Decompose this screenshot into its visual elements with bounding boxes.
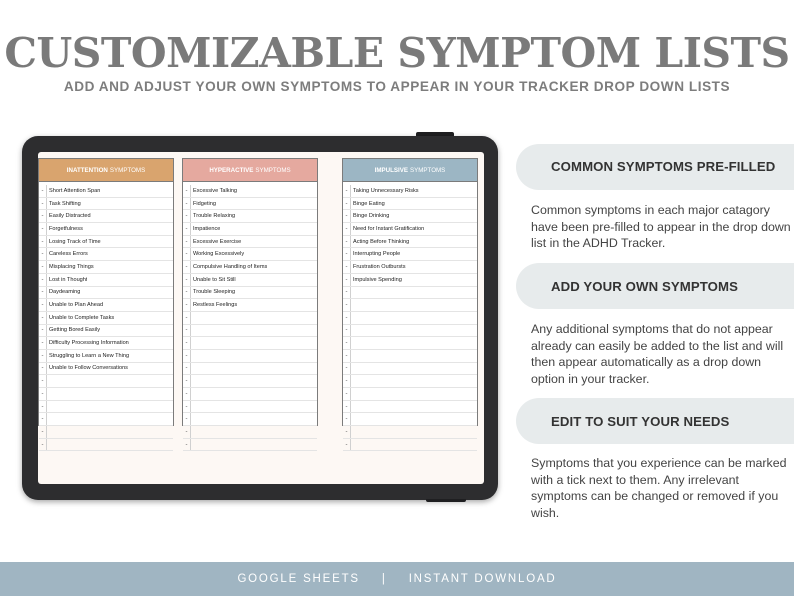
tablet-bottom-button bbox=[426, 499, 466, 502]
symptom-row[interactable] bbox=[343, 198, 477, 211]
dropdown-marker[interactable]: - bbox=[345, 428, 348, 435]
symptom-cell[interactable]: Taking Unnecessary Risks bbox=[350, 185, 419, 197]
symptom-cell[interactable]: Impatience bbox=[190, 223, 220, 235]
symptom-cell[interactable]: Compulsive Handling of Items bbox=[190, 261, 267, 273]
symptom-row[interactable] bbox=[39, 325, 173, 338]
symptom-cell[interactable]: Binge Eating bbox=[350, 198, 385, 210]
symptom-cell[interactable] bbox=[190, 312, 193, 324]
dropdown-marker[interactable]: - bbox=[41, 441, 44, 448]
symptom-cell[interactable] bbox=[350, 350, 353, 362]
symptom-cell[interactable]: Careless Errors bbox=[46, 248, 88, 260]
symptom-cell[interactable] bbox=[190, 363, 193, 375]
symptom-cell[interactable] bbox=[46, 426, 49, 438]
symptom-row[interactable] bbox=[39, 375, 173, 388]
dropdown-marker[interactable]: - bbox=[41, 314, 44, 321]
column-header-inattention bbox=[39, 159, 173, 182]
symptom-cell[interactable] bbox=[190, 413, 193, 425]
symptom-row[interactable] bbox=[39, 274, 173, 287]
symptom-row[interactable] bbox=[39, 185, 173, 198]
column-title-rest: SYMPTOMS bbox=[410, 166, 446, 174]
dropdown-marker[interactable]: - bbox=[41, 289, 44, 296]
symptom-cell[interactable]: Frustration Outbursts bbox=[350, 261, 406, 273]
symptom-cell[interactable]: Unable to Complete Tasks bbox=[46, 312, 114, 324]
dropdown-marker[interactable]: - bbox=[41, 390, 44, 397]
symptom-cell[interactable] bbox=[350, 312, 353, 324]
symptom-cell[interactable]: Unable to Plan Ahead bbox=[46, 299, 103, 311]
symptom-row[interactable] bbox=[183, 439, 317, 452]
symptom-cell[interactable]: Unable to Follow Conversations bbox=[46, 363, 128, 375]
dropdown-marker[interactable]: - bbox=[41, 213, 44, 220]
dropdown-marker[interactable]: - bbox=[345, 314, 348, 321]
feature-heading-edit: EDIT TO SUIT YOUR NEEDS bbox=[551, 414, 730, 429]
symptom-cell[interactable]: Losing Track of Time bbox=[46, 236, 101, 248]
symptom-cell[interactable] bbox=[350, 299, 353, 311]
dropdown-marker[interactable]: - bbox=[185, 200, 188, 207]
symptom-row[interactable] bbox=[343, 223, 477, 236]
symptom-row[interactable] bbox=[183, 299, 317, 312]
symptom-row[interactable] bbox=[343, 287, 477, 300]
symptom-row[interactable] bbox=[183, 426, 317, 439]
symptom-row[interactable] bbox=[183, 375, 317, 388]
symptom-cell[interactable] bbox=[350, 388, 353, 400]
symptom-cell[interactable]: Fidgeting bbox=[190, 198, 216, 210]
symptom-cell[interactable] bbox=[190, 439, 193, 451]
dropdown-marker[interactable]: - bbox=[41, 200, 44, 207]
symptom-row[interactable] bbox=[39, 223, 173, 236]
dropdown-marker[interactable]: - bbox=[41, 187, 44, 194]
symptom-cell[interactable]: Need for Instant Gratification bbox=[350, 223, 424, 235]
symptom-cell[interactable] bbox=[190, 375, 193, 387]
symptom-row[interactable] bbox=[343, 261, 477, 274]
feature-heading-add: ADD YOUR OWN SYMPTOMS bbox=[551, 279, 738, 294]
column-header-impulsive bbox=[343, 159, 477, 182]
symptom-cell[interactable]: Easily Distracted bbox=[46, 210, 91, 222]
symptom-row[interactable] bbox=[183, 388, 317, 401]
symptom-row[interactable] bbox=[343, 312, 477, 325]
symptom-row[interactable] bbox=[183, 350, 317, 363]
dropdown-marker[interactable]: - bbox=[345, 200, 348, 207]
dropdown-marker[interactable]: - bbox=[41, 276, 44, 283]
symptom-cell[interactable]: Excessive Talking bbox=[190, 185, 237, 197]
column-title-bold: IMPULSIVE bbox=[374, 166, 409, 174]
spreadsheet-screen bbox=[38, 152, 484, 484]
symptom-row[interactable] bbox=[183, 312, 317, 325]
dropdown-marker[interactable]: - bbox=[345, 213, 348, 220]
footer-google-sheets: GOOGLE SHEETS bbox=[237, 573, 360, 585]
symptom-cell[interactable] bbox=[46, 439, 49, 451]
symptom-row[interactable] bbox=[183, 223, 317, 236]
symptom-cell[interactable] bbox=[46, 401, 49, 413]
symptom-cell[interactable]: Restless Feelings bbox=[190, 299, 237, 311]
dropdown-marker[interactable]: - bbox=[185, 263, 188, 270]
dropdown-marker[interactable]: - bbox=[345, 302, 348, 309]
column-title-bold: INATTENTION bbox=[66, 166, 108, 174]
symptom-cell[interactable]: Forgetfulness bbox=[46, 223, 83, 235]
symptom-cell[interactable]: Short Attention Span bbox=[46, 185, 100, 197]
dropdown-marker[interactable]: - bbox=[41, 302, 44, 309]
symptom-row[interactable] bbox=[39, 312, 173, 325]
symptom-row[interactable] bbox=[343, 413, 477, 426]
dropdown-marker[interactable]: - bbox=[41, 365, 44, 372]
symptom-cell[interactable]: Struggling to Learn a New Thing bbox=[46, 350, 129, 362]
symptom-row[interactable] bbox=[39, 299, 173, 312]
symptom-row[interactable] bbox=[39, 401, 173, 414]
dropdown-marker[interactable]: - bbox=[185, 213, 188, 220]
symptom-cell[interactable] bbox=[46, 375, 49, 387]
symptom-row[interactable] bbox=[343, 185, 477, 198]
dropdown-marker[interactable]: - bbox=[185, 428, 188, 435]
symptom-row[interactable] bbox=[343, 248, 477, 261]
column-hyperactive bbox=[182, 158, 318, 448]
dropdown-marker[interactable]: - bbox=[345, 327, 348, 334]
symptom-cell[interactable] bbox=[350, 413, 353, 425]
symptom-list bbox=[39, 182, 173, 451]
symptom-row[interactable] bbox=[39, 287, 173, 300]
symptom-row[interactable] bbox=[39, 413, 173, 426]
feature-text-edit: Symptoms that you experience can be marked with a tick next to them. Any irrelevant symptoms can be changed or removed if you wish. bbox=[531, 456, 787, 520]
column-title-bold: HYPERACTIVE bbox=[209, 166, 254, 174]
dropdown-marker[interactable]: - bbox=[345, 238, 348, 245]
symptom-row[interactable] bbox=[39, 261, 173, 274]
symptom-cell[interactable] bbox=[350, 325, 353, 337]
symptom-cell[interactable]: Daydeaming bbox=[46, 287, 80, 299]
symptom-cell[interactable]: Trouble Sleeping bbox=[190, 287, 235, 299]
dropdown-marker[interactable]: - bbox=[185, 365, 188, 372]
dropdown-marker[interactable]: - bbox=[41, 263, 44, 270]
symptom-cell[interactable]: Interrupting People bbox=[350, 248, 400, 260]
symptom-row[interactable] bbox=[39, 198, 173, 211]
symptom-cell[interactable]: Lost in Thought bbox=[46, 274, 87, 286]
dropdown-marker[interactable]: - bbox=[185, 416, 188, 423]
column-impulsive bbox=[342, 158, 478, 448]
symptom-row[interactable] bbox=[39, 210, 173, 223]
tablet-device bbox=[22, 136, 498, 500]
symptom-row[interactable] bbox=[39, 388, 173, 401]
dropdown-marker[interactable]: - bbox=[185, 225, 188, 232]
symptom-row[interactable] bbox=[343, 439, 477, 452]
page-title: CUSTOMIZABLE SYMPTOM LISTS bbox=[4, 29, 790, 77]
dropdown-marker[interactable]: - bbox=[185, 251, 188, 258]
symptom-row[interactable] bbox=[343, 274, 477, 287]
symptom-cell[interactable]: Acting Before Thinking bbox=[350, 236, 409, 248]
dropdown-marker[interactable]: - bbox=[185, 187, 188, 194]
dropdown-marker[interactable]: - bbox=[41, 378, 44, 385]
dropdown-marker[interactable]: - bbox=[185, 289, 188, 296]
feature-heading-prefilled: COMMON SYMPTOMS PRE-FILLED bbox=[551, 159, 776, 174]
symptom-cell[interactable]: Difficulty Processing Information bbox=[46, 337, 129, 349]
symptom-row[interactable] bbox=[343, 375, 477, 388]
dropdown-marker[interactable]: - bbox=[345, 251, 348, 258]
symptom-cell[interactable] bbox=[190, 337, 193, 349]
symptom-cell[interactable]: Task Shifting bbox=[46, 198, 81, 210]
symptom-row[interactable] bbox=[39, 363, 173, 376]
symptom-list bbox=[183, 182, 317, 451]
symptom-row[interactable] bbox=[183, 274, 317, 287]
symptom-row[interactable] bbox=[183, 261, 317, 274]
symptom-cell[interactable]: Unable to Sit Still bbox=[190, 274, 236, 286]
feature-text-add: Any additional symptoms that do not appear already can easily be added to the list and will then appear automatically as a drop down option in your tracker. bbox=[531, 322, 784, 386]
footer-instant-download: INSTANT DOWNLOAD bbox=[408, 573, 557, 585]
symptom-row[interactable] bbox=[343, 388, 477, 401]
dropdown-marker[interactable]: - bbox=[185, 441, 188, 448]
symptom-cell[interactable] bbox=[350, 375, 353, 387]
dropdown-marker[interactable]: - bbox=[185, 276, 188, 283]
symptom-row[interactable] bbox=[343, 210, 477, 223]
symptom-row[interactable] bbox=[343, 401, 477, 414]
dropdown-marker[interactable]: - bbox=[41, 327, 44, 334]
footer-separator: | bbox=[381, 573, 387, 585]
dropdown-marker[interactable]: - bbox=[345, 352, 348, 359]
symptom-row[interactable] bbox=[343, 426, 477, 439]
dropdown-marker[interactable]: - bbox=[345, 378, 348, 385]
symptom-row[interactable] bbox=[183, 287, 317, 300]
dropdown-marker[interactable]: - bbox=[185, 352, 188, 359]
symptom-row[interactable] bbox=[183, 337, 317, 350]
dropdown-marker[interactable]: - bbox=[41, 238, 44, 245]
symptom-row[interactable] bbox=[343, 299, 477, 312]
footer-bar bbox=[0, 562, 794, 596]
column-title-rest: SYMPTOMS bbox=[255, 166, 291, 174]
dropdown-marker[interactable]: - bbox=[345, 340, 348, 347]
dropdown-marker[interactable]: - bbox=[345, 416, 348, 423]
symptom-list bbox=[343, 182, 477, 451]
symptom-cell[interactable] bbox=[190, 426, 193, 438]
dropdown-marker[interactable]: - bbox=[41, 416, 44, 423]
symptom-row[interactable] bbox=[183, 210, 317, 223]
dropdown-marker[interactable]: - bbox=[41, 403, 44, 410]
feature-text-prefilled: Common symptoms in each major catagory have been pre-filled to appear in the drop down list in the ADHD Tracker. bbox=[531, 203, 791, 250]
symptom-row[interactable] bbox=[343, 236, 477, 249]
dropdown-marker[interactable]: - bbox=[345, 390, 348, 397]
dropdown-marker[interactable]: - bbox=[345, 276, 348, 283]
symptom-cell[interactable] bbox=[46, 413, 49, 425]
symptom-cell[interactable] bbox=[190, 388, 193, 400]
symptom-cell[interactable]: Binge Drinking bbox=[350, 210, 389, 222]
symptom-row[interactable] bbox=[183, 236, 317, 249]
symptom-row[interactable] bbox=[39, 439, 173, 452]
dropdown-marker[interactable]: - bbox=[185, 340, 188, 347]
symptom-cell[interactable]: Working Excessively bbox=[190, 248, 244, 260]
dropdown-marker[interactable]: - bbox=[345, 263, 348, 270]
symptom-cell[interactable]: Excessive Exercise bbox=[190, 236, 241, 248]
dropdown-marker[interactable]: - bbox=[185, 390, 188, 397]
symptom-row[interactable] bbox=[39, 337, 173, 350]
symptom-cell[interactable] bbox=[190, 325, 193, 337]
dropdown-marker[interactable]: - bbox=[345, 403, 348, 410]
symptom-cell[interactable]: Impulsive Spending bbox=[350, 274, 402, 286]
symptom-cell[interactable]: Trouble Relaxing bbox=[190, 210, 235, 222]
symptom-cell[interactable]: Getting Bored Easily bbox=[46, 325, 100, 337]
dropdown-marker[interactable]: - bbox=[185, 314, 188, 321]
symptom-row[interactable] bbox=[39, 236, 173, 249]
dropdown-marker[interactable]: - bbox=[345, 225, 348, 232]
symptom-cell[interactable] bbox=[190, 401, 193, 413]
symptom-row[interactable] bbox=[39, 248, 173, 261]
symptom-cell[interactable] bbox=[350, 287, 353, 299]
dropdown-marker[interactable]: - bbox=[345, 187, 348, 194]
symptom-cell[interactable] bbox=[46, 388, 49, 400]
symptom-row[interactable] bbox=[39, 350, 173, 363]
symptom-row[interactable] bbox=[183, 325, 317, 338]
symptom-row[interactable] bbox=[183, 185, 317, 198]
symptom-cell[interactable] bbox=[350, 363, 353, 375]
symptom-row[interactable] bbox=[343, 325, 477, 338]
dropdown-marker[interactable]: - bbox=[41, 352, 44, 359]
symptom-row[interactable] bbox=[183, 363, 317, 376]
dropdown-marker[interactable]: - bbox=[185, 238, 188, 245]
dropdown-marker[interactable]: - bbox=[41, 225, 44, 232]
symptom-row[interactable] bbox=[343, 363, 477, 376]
dropdown-marker[interactable]: - bbox=[345, 289, 348, 296]
symptom-row[interactable] bbox=[183, 198, 317, 211]
column-inattention bbox=[38, 158, 174, 448]
dropdown-marker[interactable]: - bbox=[185, 302, 188, 309]
symptom-row[interactable] bbox=[343, 350, 477, 363]
symptom-cell[interactable] bbox=[350, 426, 353, 438]
dropdown-marker[interactable]: - bbox=[345, 441, 348, 448]
dropdown-marker[interactable]: - bbox=[41, 340, 44, 347]
dropdown-marker[interactable]: - bbox=[185, 403, 188, 410]
dropdown-marker[interactable]: - bbox=[345, 365, 348, 372]
symptom-row[interactable] bbox=[183, 401, 317, 414]
symptom-cell[interactable] bbox=[350, 401, 353, 413]
dropdown-marker[interactable]: - bbox=[41, 251, 44, 258]
dropdown-marker[interactable]: - bbox=[185, 327, 188, 334]
symptom-row[interactable] bbox=[183, 248, 317, 261]
page-subtitle: ADD AND ADJUST YOUR OWN SYMPTOMS TO APPEAR IN YOUR TRACKER DROP DOWN LISTS bbox=[63, 79, 731, 94]
symptom-row[interactable] bbox=[343, 337, 477, 350]
symptom-cell[interactable] bbox=[350, 439, 353, 451]
symptom-row[interactable] bbox=[39, 426, 173, 439]
dropdown-marker[interactable]: - bbox=[185, 378, 188, 385]
symptom-cell[interactable] bbox=[350, 337, 353, 349]
symptom-cell[interactable] bbox=[190, 350, 193, 362]
symptom-cell[interactable]: Misplacing Things bbox=[46, 261, 94, 273]
dropdown-marker[interactable]: - bbox=[41, 428, 44, 435]
column-title-rest: SYMPTOMS bbox=[109, 166, 146, 174]
symptom-row[interactable] bbox=[183, 413, 317, 426]
column-header-hyperactive bbox=[183, 159, 317, 182]
